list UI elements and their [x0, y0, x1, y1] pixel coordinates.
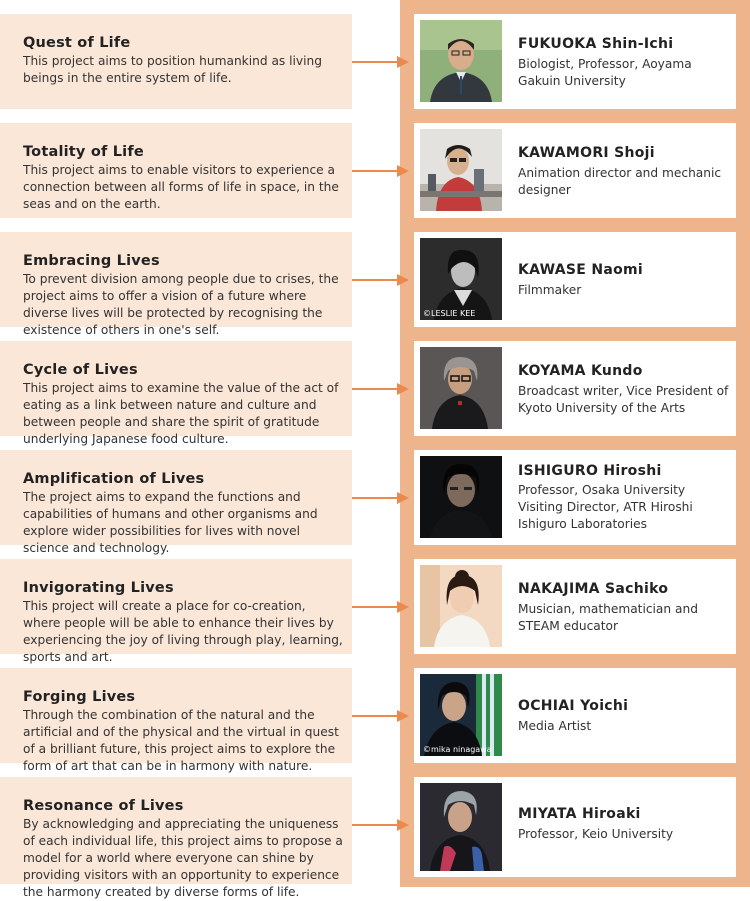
project-block [0, 123, 352, 218]
project-block [0, 14, 352, 109]
producer-photo [420, 129, 502, 211]
producer-name: NAKAJIMA Sachiko [518, 581, 669, 597]
project-block [0, 232, 352, 337]
arrow-icon [352, 383, 410, 395]
project-description: Through the combination of the natural and the artificial and of the physical and the virtual in quest of a brilliant future, this project aims to explore the form of art that can be in harmony with nature. [23, 708, 339, 773]
producer-name: FUKUOKA Shin-Ichi [518, 36, 674, 52]
project-title: Cycle of Lives [23, 362, 138, 378]
arrow-icon [352, 601, 410, 613]
producer-card [414, 123, 736, 218]
photo-credit: ©mika ninagawa [423, 745, 492, 754]
producer-role: Musician, mathematician and STEAM educator [518, 602, 698, 633]
project-block [0, 559, 352, 664]
project-title: Forging Lives [23, 689, 136, 705]
project-block [0, 450, 352, 555]
project-description: This project aims to enable visitors to experience a connection between all forms of life in space, in the seas and on the earth. [23, 163, 339, 211]
producer-name: MIYATA Hiroaki [518, 806, 641, 822]
photo-credit: ©LESLIE KEE [423, 309, 476, 318]
arrow-icon [352, 165, 410, 177]
producer-card [414, 559, 736, 654]
project-title: Embracing Lives [23, 253, 160, 269]
project-description: This project aims to position humankind as living beings in the entire system of life. [23, 54, 322, 85]
producer-name: KOYAMA Kundo [518, 363, 643, 379]
producer-photo [420, 565, 502, 647]
producer-photo [420, 238, 502, 320]
producer-role: Animation director and mechanic designer [518, 166, 722, 197]
project-title: Amplification of Lives [23, 471, 205, 487]
producer-photo [420, 20, 502, 102]
project-description: The project aims to expand the functions and capabilities of humans and other organisms and explore wider possibilities for lives with novel science and technology. [23, 490, 318, 555]
producer-card [414, 14, 736, 109]
producer-role: Broadcast writer, Vice President of Kyoto University of the Arts [518, 384, 729, 415]
project-title: Quest of Life [23, 35, 131, 51]
arrow-icon [352, 274, 410, 286]
producer-card [414, 777, 736, 877]
producer-name: OCHIAI Yoichi [518, 698, 629, 714]
arrow-icon [352, 710, 410, 722]
producer-name: ISHIGURO Hiroshi [518, 463, 662, 479]
project-description: This project aims to examine the value of the act of eating as a link between nature and culture and between people and share the spirit of gratitude underlying Japanese food culture. [23, 381, 339, 446]
producer-card [414, 232, 736, 327]
arrow-icon [352, 56, 410, 68]
producer-role: Media Artist [518, 719, 592, 733]
producer-photo [420, 783, 502, 871]
producer-card [414, 341, 736, 436]
producer-name: KAWASE Naomi [518, 262, 643, 278]
project-title: Totality of Life [23, 144, 144, 160]
producer-card [414, 450, 736, 545]
project-title: Resonance of Lives [23, 798, 184, 814]
arrow-icon [352, 492, 410, 504]
project-description: To prevent division among people due to crises, the project aims to offer a vision of a future where diverse lives will be protected by recognising the existence of others in one's self. [23, 272, 339, 337]
project-title: Invigorating Lives [23, 580, 174, 596]
producer-role: Professor, Keio University [518, 827, 674, 841]
producer-name: KAWAMORI Shoji [518, 145, 655, 161]
arrow-icon [352, 819, 410, 831]
producer-photo [420, 456, 502, 538]
project-block [0, 668, 352, 773]
producer-role: Filmmaker [518, 283, 582, 297]
producer-role: Biologist, Professor, Aoyama Gakuin University [518, 57, 692, 88]
producer-role: Professor, Osaka University Visiting Director, ATR Hiroshi Ishiguro Laboratories [518, 483, 693, 531]
project-description: By acknowledging and appreciating the uniqueness of each individual life, this project aims to propose a model for a world where everyone can shine by providing visitors with an opportunity to experience the harmony created by diverse forms of life. [23, 817, 343, 899]
producer-photo [420, 347, 502, 429]
producer-card [414, 668, 736, 763]
producer-photo [420, 674, 502, 756]
project-block [0, 341, 352, 446]
project-block [0, 777, 352, 899]
project-description: This project will create a place for co-creation, where people will be able to enhance their lives by experiencing the joy of living through play, learning, sports and art. [23, 599, 343, 664]
